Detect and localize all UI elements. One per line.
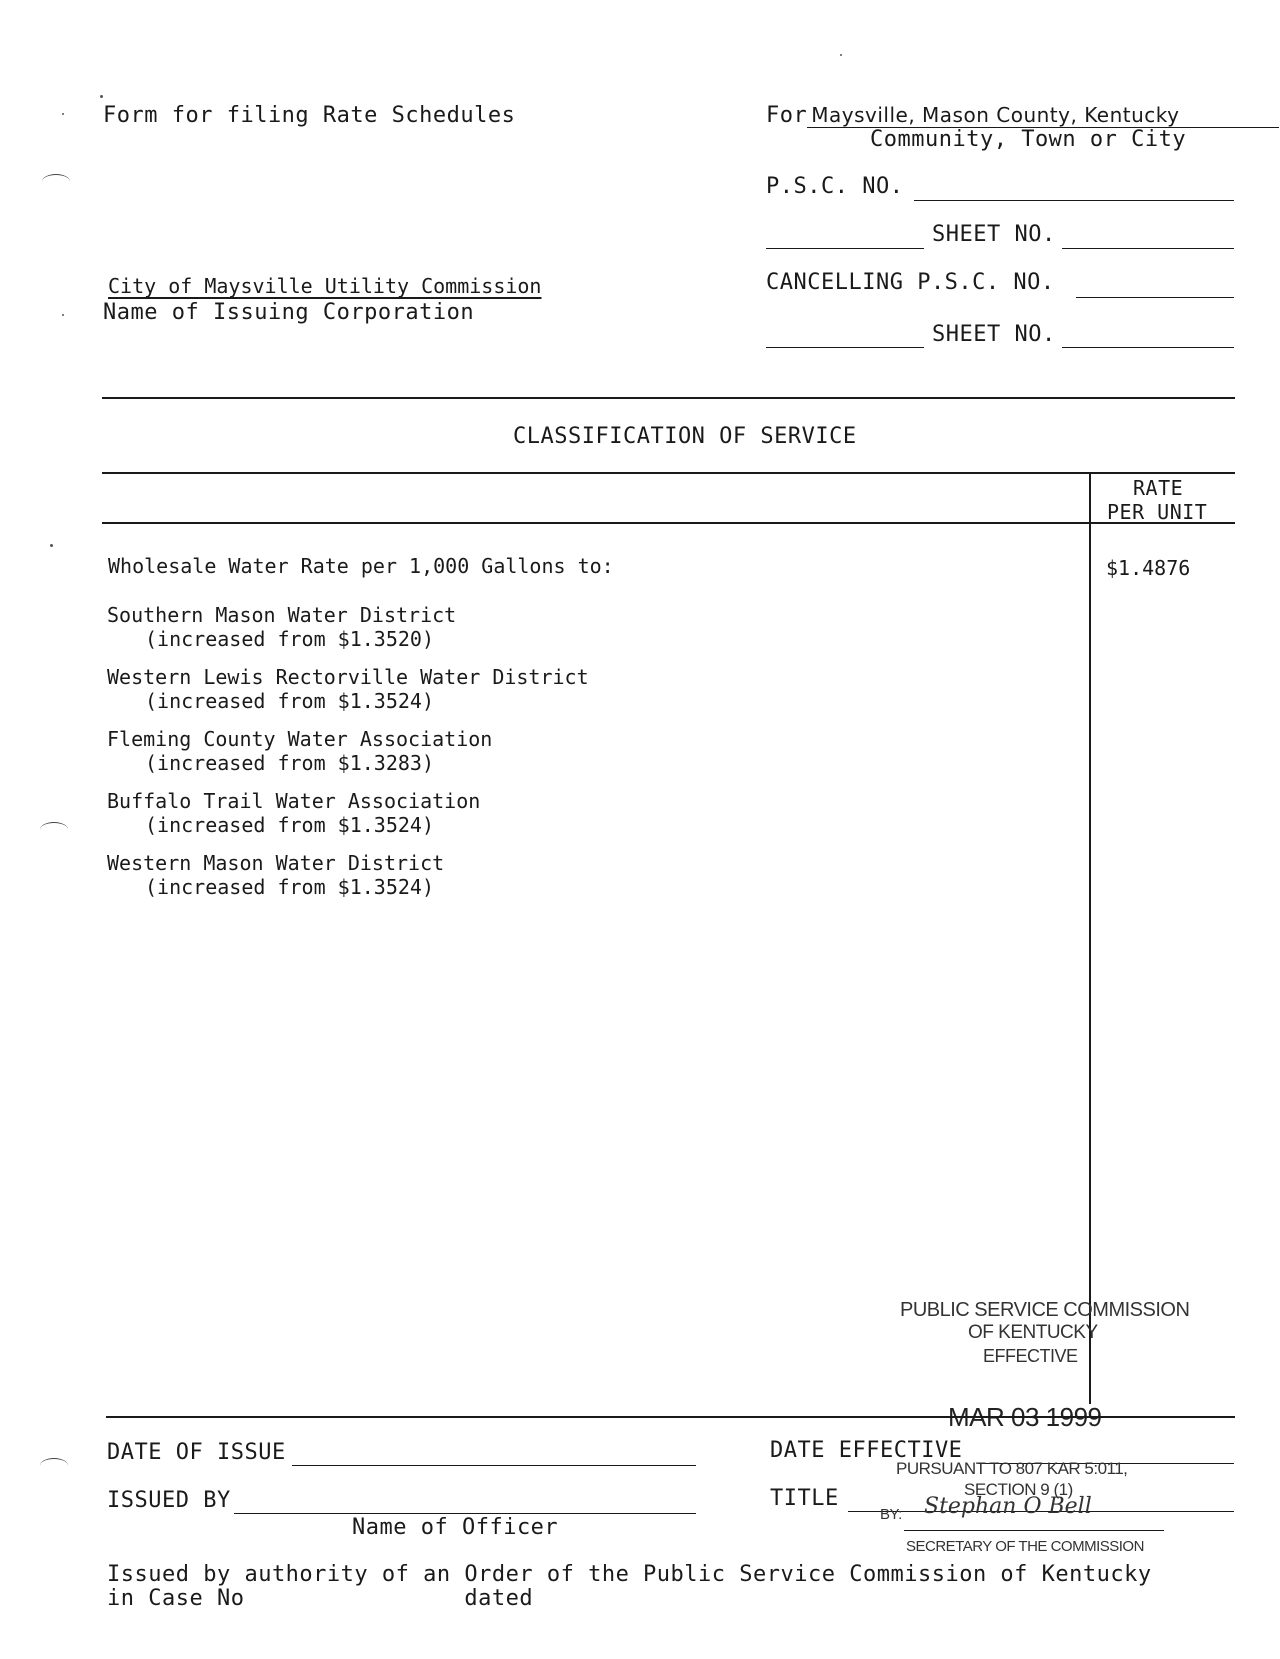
stamp-line1: PUBLIC SERVICE COMMISSION: [900, 1299, 1190, 1321]
rate-intro: Wholesale Water Rate per 1,000 Gallons to:: [108, 554, 614, 578]
psc-no-label: P.S.C. NO.: [766, 174, 904, 199]
scan-speck: [840, 54, 842, 56]
signature-rule: [904, 1530, 1164, 1531]
date-effective-label: DATE EFFECTIVE: [770, 1438, 963, 1463]
customer-note: (increased from $1.3520): [145, 627, 434, 651]
scan-speck: [100, 95, 103, 98]
customer-note: (increased from $1.3524): [145, 689, 434, 713]
sheet-no-label: SHEET NO.: [932, 222, 1056, 247]
sheet-no-2-prefix-field: [766, 347, 924, 348]
punch-mark: [42, 174, 70, 189]
authority-line1: Issued by authority of an Order of the Public Service Commission of Kentucky: [107, 1562, 1152, 1587]
customer-name: Fleming County Water Association: [107, 727, 493, 751]
issued-by-label: ISSUED BY: [107, 1488, 231, 1513]
customer-note: (increased from $1.3283): [145, 751, 434, 775]
stamp-line2: OF KENTUCKY: [968, 1322, 1098, 1343]
title-label: TITLE: [770, 1486, 839, 1511]
cancelling-psc-field: [1076, 297, 1234, 298]
stamp-by: BY:: [880, 1506, 902, 1523]
stamp-pursuant: PURSUANT TO 807 KAR 5:011,: [896, 1459, 1128, 1478]
date-of-issue-field: [292, 1465, 696, 1466]
punch-mark: [40, 822, 68, 837]
table-header-rule: [102, 522, 1235, 524]
customer-list: [107, 603, 589, 913]
date-of-issue-label: DATE OF ISSUE: [107, 1440, 286, 1465]
psc-no-field: [914, 200, 1234, 201]
sheet-no-prefix-field: [766, 248, 924, 249]
for-line: [766, 103, 1279, 128]
table-top-rule: [102, 472, 1235, 474]
list-item: [107, 789, 589, 851]
for-location: Maysville, Mason County, Kentucky: [807, 103, 1279, 128]
header-divider: [102, 397, 1235, 399]
list-item: [107, 603, 589, 665]
rate-header-line1: RATE: [1133, 476, 1184, 500]
commission-secretary-signature: Stephan O Bell: [924, 1494, 1092, 1519]
form-title: Form for filing Rate Schedules: [103, 103, 516, 128]
customer-name: Southern Mason Water District: [107, 603, 457, 627]
customer-note: (increased from $1.3524): [145, 875, 434, 899]
list-item: [107, 665, 589, 727]
location-caption: Community, Town or City: [870, 127, 1187, 152]
issued-by-field: [234, 1513, 696, 1514]
punch-mark: [40, 1458, 68, 1473]
footer-divider: [106, 1416, 1235, 1418]
sheet-no-2-label: SHEET NO.: [932, 322, 1056, 347]
customer-name: Western Lewis Rectorville Water District: [107, 665, 589, 689]
customer-name: Buffalo Trail Water Association: [107, 789, 481, 813]
list-item: [107, 727, 589, 789]
authority-line2: in Case No dated: [107, 1586, 534, 1611]
scan-speck: [62, 113, 64, 115]
stamp-secretary: SECRETARY OF THE COMMISSION: [906, 1538, 1144, 1555]
stamp-date: MAR 03 1999: [948, 1402, 1102, 1432]
stamp-line3: EFFECTIVE: [983, 1346, 1078, 1366]
rate-column-divider: [1089, 474, 1091, 1404]
scan-speck: [50, 544, 53, 547]
stamp-section: SECTION 9 (1): [964, 1480, 1073, 1499]
issuer-caption: Name of Issuing Corporation: [103, 300, 475, 325]
officer-caption: Name of Officer: [352, 1515, 559, 1540]
sheet-no-field: [1062, 248, 1234, 249]
list-item: [107, 851, 589, 913]
scan-speck: [62, 314, 64, 316]
customer-note: (increased from $1.3524): [145, 813, 434, 837]
rate-header-line2: PER UNIT: [1107, 500, 1208, 524]
rate-value: $1.4876: [1106, 556, 1191, 580]
for-label: For: [766, 103, 808, 128]
classification-heading: CLASSIFICATION OF SERVICE: [513, 424, 857, 449]
sheet-no-2-field: [1062, 347, 1234, 348]
issuer-name: City of Maysville Utility Commission: [108, 274, 542, 298]
cancelling-psc-label: CANCELLING P.S.C. NO.: [766, 270, 1055, 295]
customer-name: Western Mason Water District: [107, 851, 445, 875]
